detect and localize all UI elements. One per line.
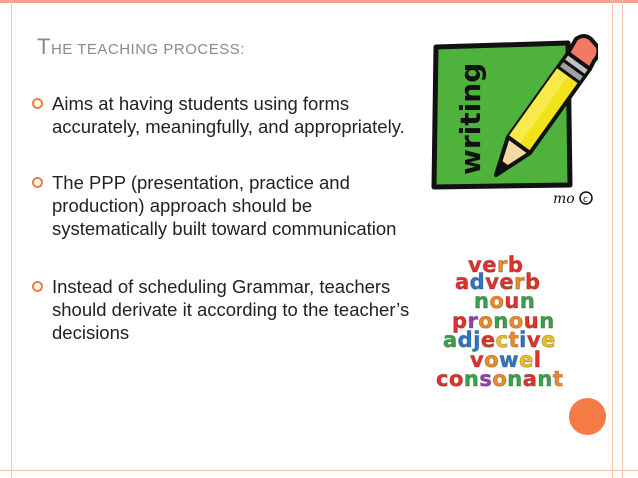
- parts-of-speech-clipart: [430, 255, 590, 390]
- slide-title: [37, 34, 245, 60]
- right-rule-outer: [622, 0, 623, 478]
- signature-text: mo: [553, 191, 575, 207]
- bullet-text: Aims at having students using forms accurately, meaningfully, and appropriately.: [52, 93, 405, 137]
- top-rule: [0, 0, 638, 3]
- bullet-item: [32, 171, 412, 240]
- word-adjective: adjective: [443, 328, 556, 352]
- word-noun: noun: [474, 289, 536, 313]
- title-initial: T: [37, 34, 51, 59]
- bullet-text: The PPP (presentation, practice and production) approach should be systematically built toward communication: [52, 172, 397, 239]
- title-rest: HE TEACHING PROCESS:: [50, 41, 245, 58]
- left-rule: [11, 0, 12, 478]
- bullet-circle-icon: [32, 98, 43, 109]
- writing-pencil-clipart: [428, 25, 598, 210]
- bullet-item: [32, 92, 412, 138]
- bullet-text: Instead of scheduling Grammar, teachers should derivate it according to the teacher’s decisions: [52, 276, 410, 343]
- copyright-letter: c: [583, 195, 588, 205]
- bottom-rule: [0, 470, 638, 471]
- bullet-circle-icon: [32, 177, 43, 188]
- writing-word: writing: [454, 62, 487, 175]
- bullet-list: [32, 92, 412, 344]
- bullet-item: [32, 275, 412, 344]
- right-rule-inner: [612, 0, 613, 478]
- word-verb: verb: [468, 253, 524, 277]
- word-consonant: consonant: [436, 367, 564, 391]
- word-vowel: vowel: [470, 348, 542, 372]
- orange-circle-decoration: [569, 398, 606, 435]
- word-pronoun: pronoun: [452, 309, 555, 333]
- word-adverb: adverb: [455, 270, 541, 294]
- bullet-circle-icon: [32, 281, 43, 292]
